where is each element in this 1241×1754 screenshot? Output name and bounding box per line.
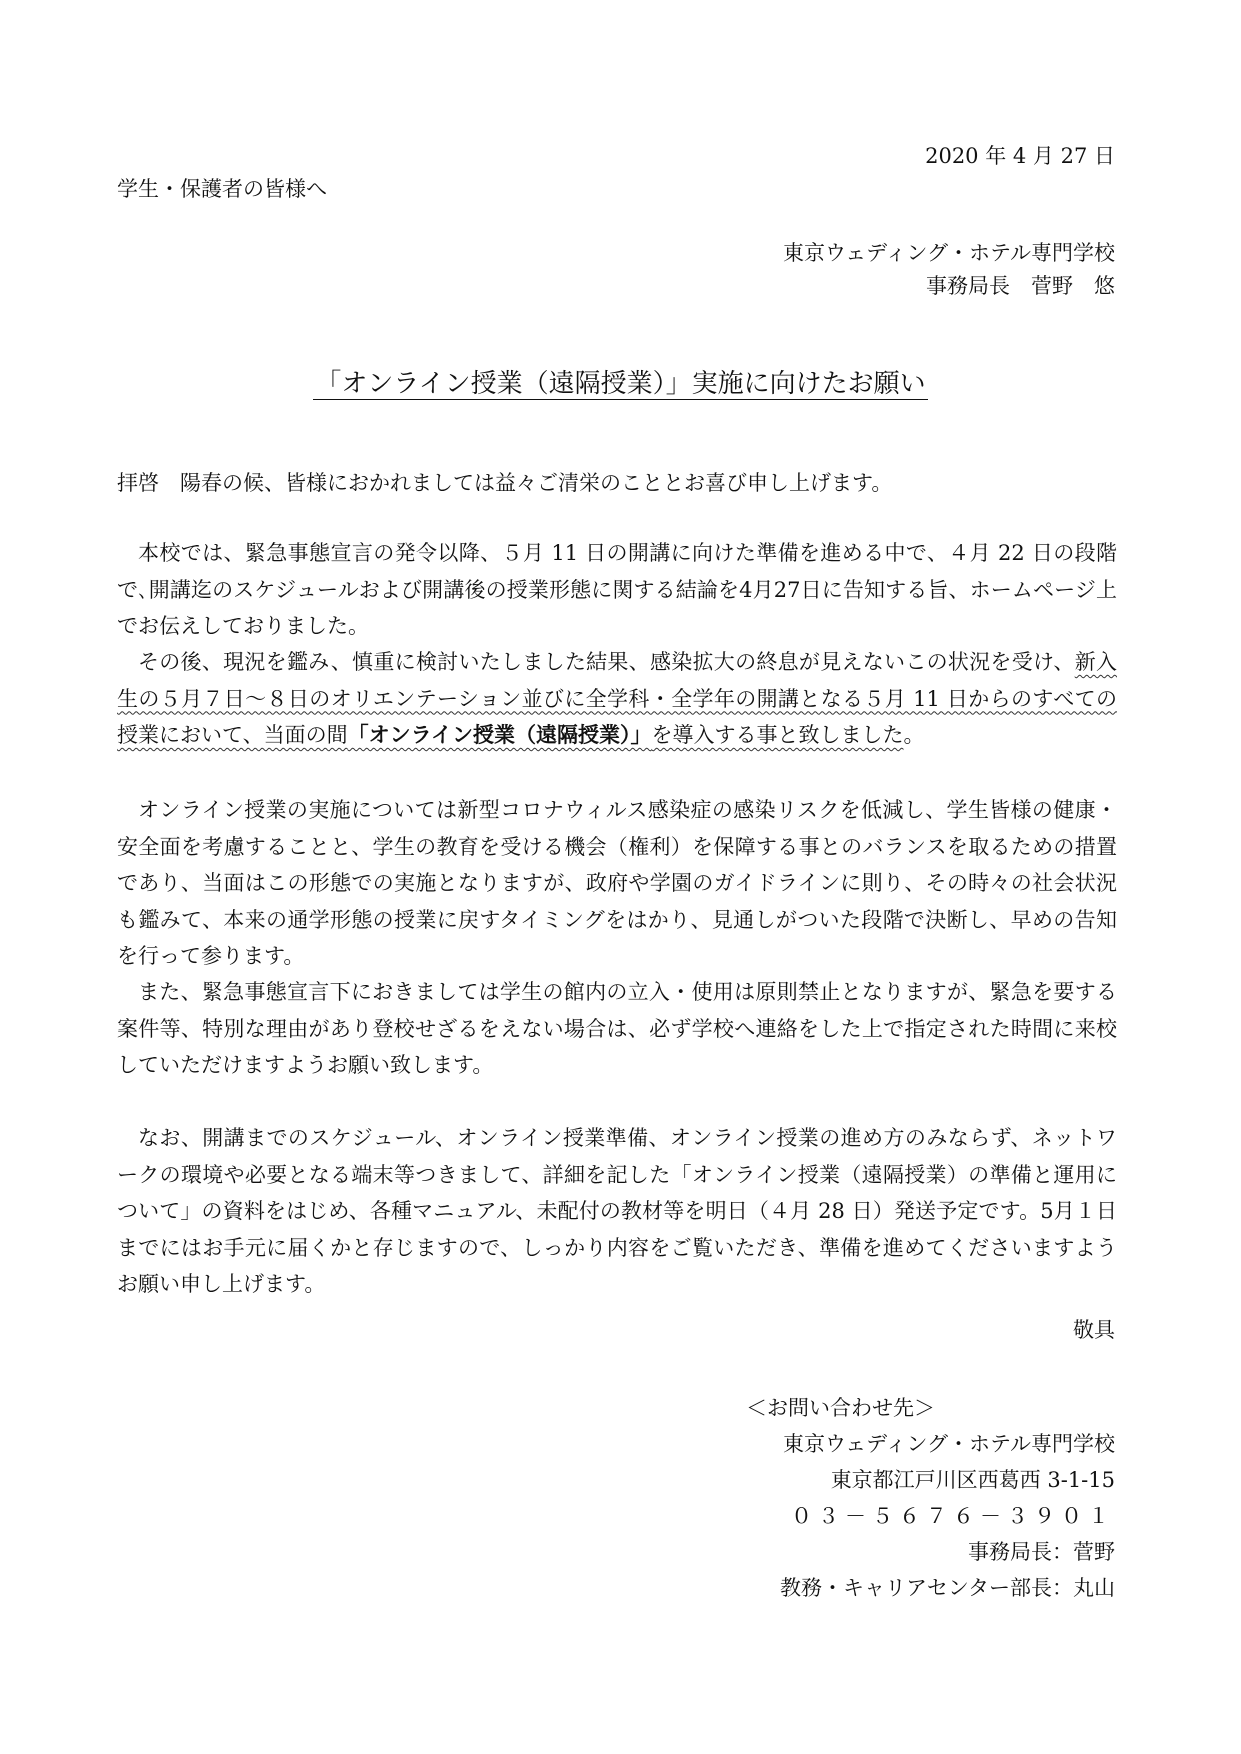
- paragraph-1: 本校では、緊急事態宣言の発令以降、５月 11 日の開講に向けた準備を進める中で、４月 22 日の段階で､開講迄のスケジュールおよび開講後の授業形態に関する結論を4月27日に告知する旨、ホームページ上でお伝えしておりました。: [117, 541, 1117, 638]
- paragraph-5: なお、開講までのスケジュール、オンライン授業準備、オンライン授業の進め方のみならず、ネットワークの環境や必要となる端末等つきまして、詳細を記した「オンライン授業（遠隔授業）の準備と運用について」の資料をはじめ、各種マニュアル、未配付の教材等を明日（４月 28 日）発送予定です。5月１日までにはお手元に届くかと存じますので、しっかり内容をご覧いただき、準備を進めてくださいますようお願い申し上げます。: [117, 1126, 1117, 1296]
- paragraph-2-emphasis: 「オンライン授業（遠隔授業）」: [347, 722, 652, 747]
- document-title-text: 「オンライン授業（遠隔授業）」実施に向けたお願い: [315, 369, 926, 399]
- contact-block: [746, 1390, 1115, 1606]
- paragraph-3: オンライン授業の実施については新型コロナウィルス感染症の感染リスクを低減し、学生皆様の健康・安全面を考慮することと、学生の教育を受ける機会（権利）を保障する事とのバランスを取るための措置であり、当面はこの形態での実施となりますが、政府や学園のガイドラインに則り、その時々の社会状況も鑑みて、本来の通学形態の授業に戻すタイミングをはかり、見通しがついた段階で決断し、早めの告知を行って参ります。: [117, 798, 1117, 968]
- letter-date: 2020 年 4 月 27 日: [925, 144, 1115, 168]
- paragraph-4: また、緊急事態宣言下におきましては学生の館内の立入・使用は原則禁止となりますが、緊急を要する案件等、特別な理由があり登校せざるをえない場合は、必ず学校へ連絡をした上で指定された時間に来校していただけますようお願い致します。: [117, 980, 1117, 1077]
- paragraph-2-lead: その後、現況を鑑み、慎重に検討いたしました結果、感染拡大の終息が見えないこの状況を受け、: [138, 650, 1075, 674]
- paragraph-2-underlined: 新入生の５月７日～８日のオリエンテーション並びに全学科・全学年の開講となる５月 11 日からのすべての授業において、当面の間: [117, 650, 1117, 747]
- contact-address: 東京都江戸川区西葛西 3-1-15: [830, 1468, 1115, 1492]
- contact-person-1: 事務局長：菅野: [968, 1540, 1115, 1564]
- sender-school: 東京ウェディング・ホテル専門学校: [782, 241, 1115, 265]
- paragraph-2: [117, 644, 1117, 754]
- paragraph-2-underlined-end: を導入する事と致しました: [651, 723, 904, 747]
- closing: 敬具: [1073, 1318, 1115, 1342]
- greeting: 拝啓 陽春の候、皆様におかれましては益々ご清栄のこととお喜び申し上げます。: [117, 471, 893, 495]
- paragraph-2-tail: 。: [903, 723, 925, 747]
- addressee: 学生・保護者の皆様へ: [117, 177, 327, 201]
- contact-heading: ＜お問い合わせ先＞: [746, 1396, 935, 1420]
- contact-phone: ０３－５６７６－３９０１: [791, 1504, 1115, 1528]
- contact-person-2: 教務・キャリアセンター部長：丸山: [780, 1576, 1115, 1600]
- document-title: [0, 364, 1241, 404]
- contact-school: 東京ウェディング・ホテル専門学校: [782, 1432, 1115, 1456]
- sender-official: 事務局長 菅野 悠: [926, 274, 1115, 298]
